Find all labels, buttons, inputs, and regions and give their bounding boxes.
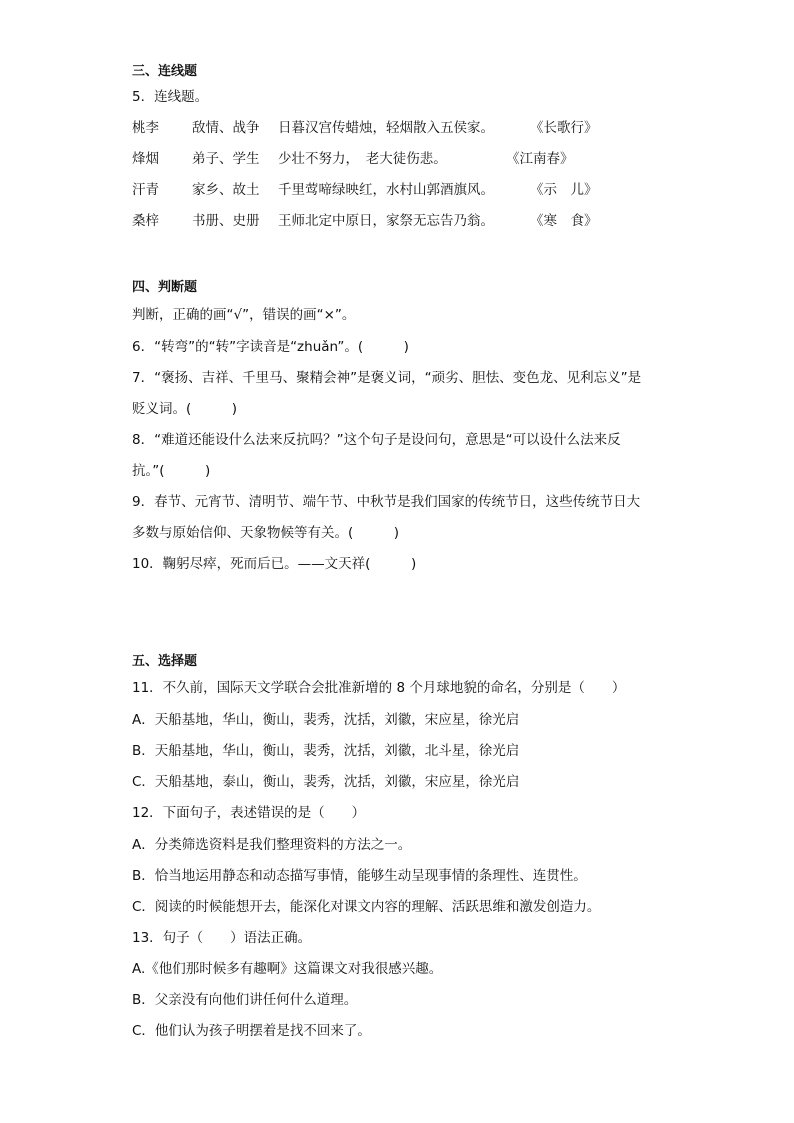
match-term: 桑梓 bbox=[132, 213, 159, 229]
question-12-option-a: A．分类筛选资料是我们整理资料的方法之一。 bbox=[132, 837, 412, 853]
question-13: 13．句子（ ）语法正确。 bbox=[132, 930, 312, 946]
match-poem-line: 少壮不努力， 老大徒伤悲。 bbox=[278, 151, 447, 167]
match-term: 烽烟 bbox=[132, 151, 159, 167]
question-11-option-a: A．天船基地，华山，衡山，裴秀，沈括，刘徽，宋应星，徐光启 bbox=[132, 712, 520, 728]
question-10: 10．鞠躬尽瘁，死而后已。——文天祥( ) bbox=[132, 556, 417, 572]
question-9-line-2: 多数与原始信仰、天象物候等有关。( ) bbox=[132, 525, 400, 541]
question-7-line-2: 贬义词。( ) bbox=[132, 401, 238, 417]
match-poem-title: 《寒 食》 bbox=[530, 213, 598, 229]
question-5: 5．连线题。 bbox=[132, 89, 209, 105]
question-11: 11．不久前，国际天文学联合会批准新增的 8 个月球地貌的命名，分别是（ ） bbox=[132, 680, 626, 696]
match-row-1 bbox=[132, 118, 652, 138]
match-row-3 bbox=[132, 180, 652, 200]
question-13-option-a: A.《他们那时候多有趣啊》这篇课文对我很感兴趣。 bbox=[132, 961, 443, 977]
question-9-line-1: 9．春节、元宵节、清明节、端午节、中秋节是我们国家的传统节日，这些传统节日大 bbox=[132, 494, 641, 510]
match-meaning: 敌情、战争 bbox=[192, 120, 260, 136]
match-poem-title: 《示 儿》 bbox=[530, 182, 598, 198]
match-term: 汗青 bbox=[132, 182, 159, 198]
question-7-line-1: 7．“褒扬、吉祥、千里马、聚精会神”是褒义词，“顽劣、胆怯、变色龙、见利忘义”是 bbox=[132, 370, 642, 386]
question-13-option-c: C．他们认为孩子明摆着是找不回来了。 bbox=[132, 1023, 371, 1039]
question-8-line-2: 抗。”( ) bbox=[132, 463, 211, 479]
match-meaning: 书册、史册 bbox=[192, 213, 260, 229]
question-12: 12．下面句子，表述错误的是（ ） bbox=[132, 805, 366, 821]
section-5-title: 五、选择题 bbox=[132, 654, 198, 669]
question-8-line-1: 8．“难道还能设什么法来反抗吗？”这个句子是设问句，意思是“可以设什么法来反 bbox=[132, 432, 621, 448]
match-row-2 bbox=[132, 149, 652, 169]
match-term: 桃李 bbox=[132, 120, 159, 136]
match-poem-title: 《江南春》 bbox=[506, 151, 574, 167]
match-meaning: 家乡、故土 bbox=[192, 182, 260, 198]
judge-instructions: 判断，正确的画“√”，错误的画“×”。 bbox=[132, 307, 356, 323]
question-12-option-c: C．阅读的时候能想开去，能深化对课文内容的理解、活跃思维和激发创造力。 bbox=[132, 899, 601, 915]
section-3-title: 三、连线题 bbox=[132, 64, 198, 79]
match-poem-line: 王师北定中原日，家祭无忘告乃翁。 bbox=[278, 213, 494, 229]
question-12-option-b: B．恰当地运用静态和动态描写事情，能够生动呈现事情的条理性、连贯性。 bbox=[132, 868, 587, 884]
match-poem-line: 日暮汉宫传蜡烛，轻烟散入五侯家。 bbox=[278, 120, 494, 136]
match-meaning: 弟子、学生 bbox=[192, 151, 260, 167]
match-row-4 bbox=[132, 211, 652, 231]
question-6: 6．“转弯”的“转”字读音是“zhuǎn”。( ) bbox=[132, 339, 409, 355]
question-11-option-b: B．天船基地，华山，衡山，裴秀，沈括，刘徽，北斗星，徐光启 bbox=[132, 743, 520, 759]
section-4-title: 四、判断题 bbox=[132, 280, 198, 295]
question-13-option-b: B．父亲没有向他们讲任何什么道理。 bbox=[132, 992, 358, 1008]
match-poem-line: 千里莺啼绿映红，水村山郭酒旗风。 bbox=[278, 182, 494, 198]
question-11-option-c: C．天船基地，泰山，衡山，裴秀，沈括，刘徽，宋应星，徐光启 bbox=[132, 774, 520, 790]
match-poem-title: 《长歌行》 bbox=[530, 120, 598, 136]
